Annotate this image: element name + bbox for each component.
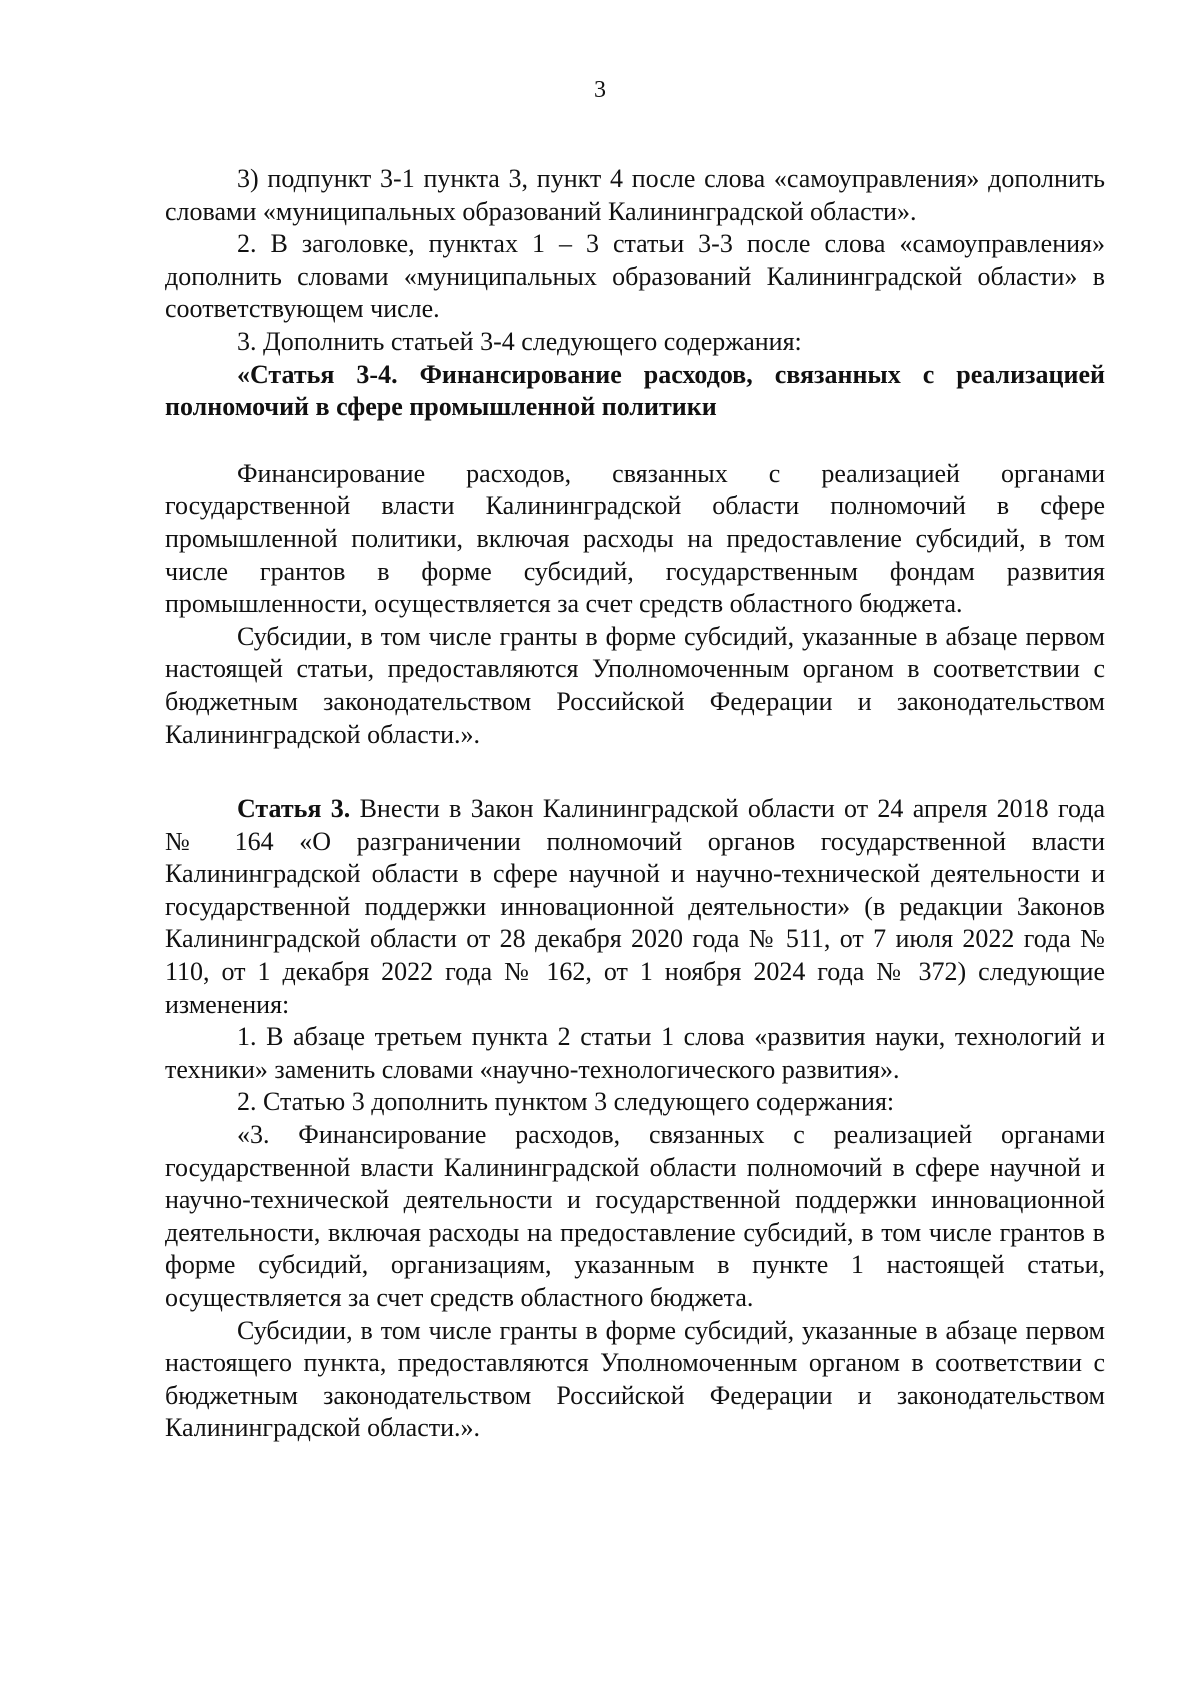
article-3-4-heading: «Статья 3-4. Финансирование расходов, связанных с реализацией полномочий в сфере промышленной политики <box>165 359 1105 422</box>
spacer <box>165 424 1105 458</box>
paragraph-financing: Финансирование расходов, связанных с реализацией органами государственной власти Калининградской области полномочий в сфере промышленной политики, включая расходы на предоставление субсидий, в том числе грантов в форме субсидий, государственным фондам развития промышленности, осуществляется за счет средств областного бюджета. <box>165 458 1105 619</box>
article-3-paragraph <box>165 793 1105 1021</box>
paragraph-item-3-subsidies: Субсидии, в том числе гранты в форме субсидий, указанные в абзаце первом настоящего пункта, предоставляются Уполномоченным органом в соответствии с бюджетным законодательством Российской Федерации и законодательством Калининградской области.». <box>165 1315 1105 1443</box>
spacer <box>165 751 1105 793</box>
paragraph-subitem-3: 3) подпункт 3-1 пункта 3, пункт 4 после слова «самоуправления» дополнить словами «муниципальных образований Калининградской области». <box>165 164 1105 226</box>
page-number: 3 <box>594 77 606 103</box>
article-3-text: Внести в Закон Калининградской области от 24 апреля 2018 года № 164 «О разграничении полномочий органов государственной власти Калининградской области в сфере научной и научно-технической деятельности и государственной поддержки инновационной деятельности» (в редакции Законов Калининградской области от 28 декабря 2020 года № 511, от 7 июля 2022 года № 110, от 1 декабря 2022 года № 162, от 1 ноября 2024 года № 372) следующие изменения: <box>165 794 1105 1019</box>
paragraph-subsidies: Субсидии, в том числе гранты в форме субсидий, указанные в абзаце первом настоящей статьи, предоставляются Уполномоченным органом в соответствии с бюджетным законодательством Российской Федерации и законодательством Калининградской области.». <box>165 621 1105 749</box>
paragraph-item-3: 3. Дополнить статьей 3-4 следующего содержания: <box>237 326 802 356</box>
paragraph-amendment-1: 1. В абзаце третьем пункта 2 статьи 1 слова «развития науки, технологий и техники» заменить словами «научно-технологического развития». <box>165 1022 1105 1084</box>
paragraph-amendment-2: 2. Статью 3 дополнить пунктом 3 следующего содержания: <box>237 1087 895 1117</box>
paragraph-item-2: 2. В заголовке, пунктах 1 – 3 статьи 3-3 после слова «самоуправления» дополнить словами «муниципальных образований Калининградской области» в соответствующем числе. <box>165 229 1105 324</box>
article-3-label: Статья 3. <box>237 794 351 824</box>
document-body <box>165 163 1105 1445</box>
paragraph-item-3-financing: «3. Финансирование расходов, связанных с реализацией органами государственной власти Калининградской области полномочий в сфере научной и научно-технической деятельности и государственной поддержки инновационной деятельности, включая расходы на предоставление субсидий, в том числе грантов в форме субсидий, организациям, указанным в пункте 1 настоящей статьи, осуществляется за счет средств областного бюджета. <box>165 1120 1105 1312</box>
